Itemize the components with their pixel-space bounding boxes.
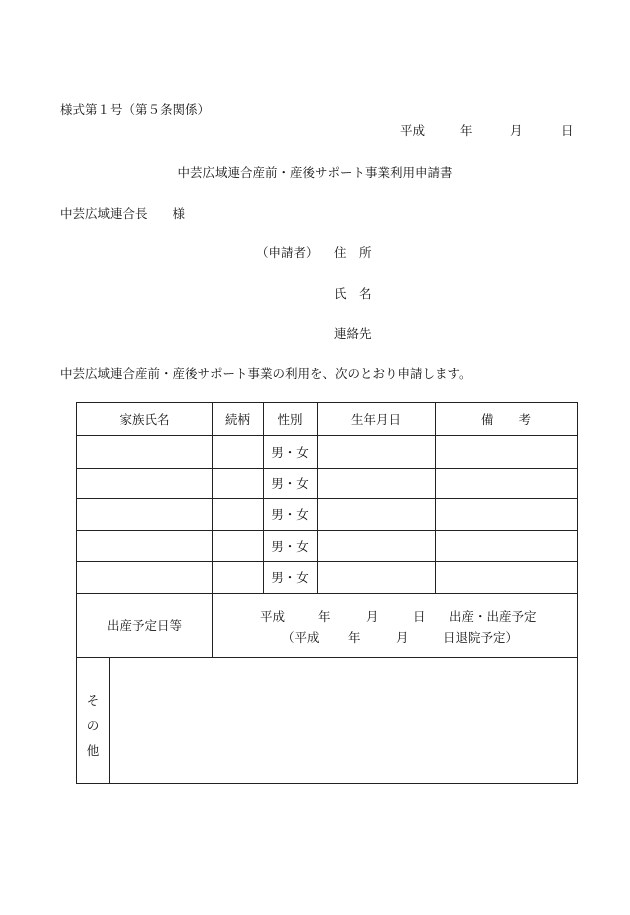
birth-year-label: 年 xyxy=(318,609,331,624)
gender-option: 男・女 xyxy=(271,570,309,585)
date-month-label: 月 xyxy=(510,123,523,138)
birth-era: 平成 xyxy=(260,609,286,624)
header-family-name: 家族氏名 xyxy=(119,412,170,427)
gender-option: 男・女 xyxy=(271,444,309,460)
discharge-era: （平成 xyxy=(282,630,320,645)
gender-option: 男・女 xyxy=(271,476,309,491)
applicant-address-label: 住 所 xyxy=(334,245,372,260)
application-date-line xyxy=(0,121,630,137)
row-divider xyxy=(77,561,577,562)
intro-statement: 中芸広域連合産前・産後サポート事業の利用を、次のとおり申請します。 xyxy=(60,366,472,381)
gender-option: 男・女 xyxy=(271,507,309,522)
date-day-label: 日 xyxy=(561,123,574,138)
row-divider xyxy=(77,468,577,469)
other-notes-area xyxy=(110,658,577,783)
row-divider xyxy=(77,435,577,436)
discharge-date-line xyxy=(212,593,577,657)
other-label-char: 他 xyxy=(86,743,100,758)
form-number: 様式第１号（第５条関係） xyxy=(60,102,211,117)
discharge-year-label: 年 xyxy=(348,630,361,645)
header-birth-date: 生年月日 xyxy=(350,412,401,427)
date-era: 平成 xyxy=(400,123,426,138)
row-divider xyxy=(77,498,577,499)
birth-day-label: 日 xyxy=(413,609,426,624)
header-relation: 続柄 xyxy=(224,412,250,427)
applicant-tag: （申請者） xyxy=(256,245,319,260)
other-label xyxy=(77,659,109,784)
birth-section-content xyxy=(212,593,577,657)
row-divider xyxy=(77,530,577,531)
document-title: 中芸広域連合産前・産後サポート事業利用申請書 xyxy=(177,165,453,180)
discharge-day-label: 日退院予定） xyxy=(443,630,519,645)
birth-section-label: 出産予定日等 xyxy=(106,618,182,633)
family-table xyxy=(76,402,578,784)
applicant-name-label: 氏 名 xyxy=(334,286,372,301)
birth-month-label: 月 xyxy=(366,609,379,624)
gender-option: 男・女 xyxy=(271,538,309,554)
header-gender: 性別 xyxy=(277,412,303,427)
other-label-char: の xyxy=(86,718,100,733)
header-remarks: 備 考 xyxy=(480,412,531,427)
applicant-contact-label: 連絡先 xyxy=(334,326,372,341)
discharge-month-label: 月 xyxy=(396,630,409,645)
addressee: 中芸広域連合長 様 xyxy=(60,206,186,221)
date-year-label: 年 xyxy=(460,123,473,138)
other-label-char: そ xyxy=(86,693,100,708)
birth-type: 出産・出産予定 xyxy=(449,609,537,624)
